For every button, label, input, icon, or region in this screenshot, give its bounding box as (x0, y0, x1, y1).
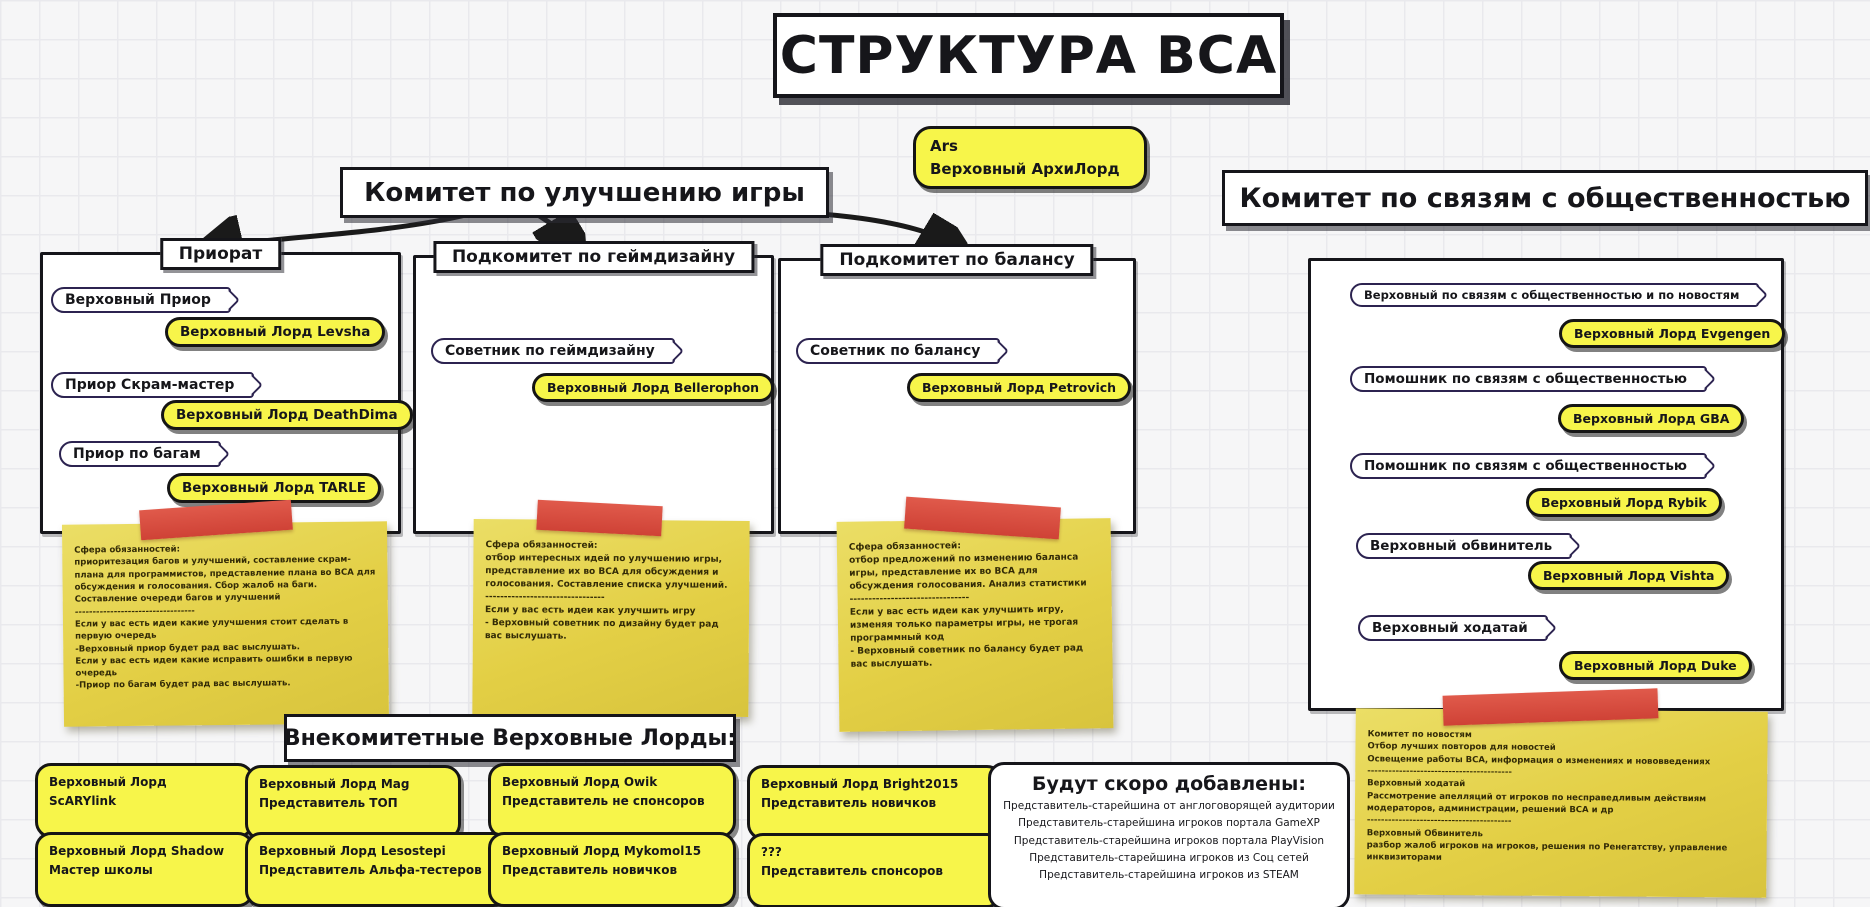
archlord-role: Верховный АрхиЛорд (930, 159, 1120, 178)
pr-committee-header: Комитет по связям с общественностью (1222, 170, 1868, 226)
lord-role: Представитель новичков (761, 796, 937, 811)
outer-lords-header: Внекомитетные Верховные Лорды: (284, 714, 736, 762)
coming-soon-box (988, 762, 1350, 907)
person-badge-levsha: Верховный Лорд Levsha (165, 317, 385, 347)
lord-name: Верховный Лорд Lesostepi (259, 844, 446, 858)
coming-soon-item: Представитель-старейшина игроков из Соц сетей (1029, 851, 1309, 864)
pr-committee-note: Комитет по новостям Отбор лучших повторов для новостей Освещение работы ВСА, информация о изменениях и нововведениях ----------------------------------------- Верховный ходатай Рассмотрение апелляций от игроков по несправедливым действиям модераторов, администрации, решений ВСА и др ----------------------------------------- Верховный Обвинитель разбор жалоб игроков на игроков, решения по Ренегатству, управление инквизиторами (1354, 708, 1768, 898)
role-tag-pr-assistant-2: Помошник по связям с общественностью (1350, 453, 1707, 479)
coming-soon-item: Представитель-старейшина игроков портала GameXP (1018, 817, 1320, 830)
person-badge-vishta: Верховный Лорд Vishta (1528, 561, 1729, 590)
person-badge-gba: Верховный Лорд GBA (1558, 404, 1744, 433)
page-title: СТРУКТУРА ВСА (773, 13, 1284, 98)
lord-name: ??? (761, 845, 782, 859)
role-tag-balance-advisor: Советник по балансу (796, 338, 1000, 364)
archlord-badge (913, 126, 1147, 189)
person-badge-petrovich: Верховный Лорд Petrovich (907, 373, 1131, 402)
lord-badge-bright2015 (747, 765, 1003, 840)
role-tag-advocate: Верховный ходатай (1358, 615, 1548, 641)
person-badge-deathdima: Верховный Лорд DeathDima (161, 400, 413, 430)
pr-committee-box (1308, 258, 1784, 711)
role-tag-gamedesign-advisor: Советник по геймдизайну (431, 338, 675, 364)
role-tag-pr-news-head: Верховный по связям с общественностью и по новостям (1350, 283, 1759, 307)
role-tag-scrum-prior: Приор Скрам-мастер (51, 372, 254, 398)
lord-role: ScARYlink (49, 794, 117, 809)
role-tag-verhovny-prior: Верховный Приор (51, 287, 231, 313)
person-badge-tarle: Верховный Лорд TARLE (167, 473, 381, 503)
lord-role: Представитель спонсоров (761, 864, 944, 879)
lord-badge-shadow (35, 832, 254, 907)
person-badge-evgengen: Верховный Лорд Evgengen (1559, 319, 1785, 348)
game-committee-header: Комитет по улучшению игры (340, 167, 829, 218)
role-tag-bug-prior: Приор по багам (59, 441, 221, 467)
gamedesign-note: Сфера обязанностей: отбор интересных идей по улучшению игры, представление их во ВСА для обсуждения и голосования. Составление списка улучшений. -------------------------------- Если у вас есть идеи как улучшить игру - Верховный советник по дизайну будет рад вас выслушать. (472, 519, 749, 717)
balance-title-tab: Подкомитет по балансу (820, 244, 1093, 276)
lord-role: Мастер школы (49, 863, 153, 878)
lord-badge-unknown (747, 833, 1003, 907)
person-badge-duke: Верховный Лорд Duke (1559, 651, 1752, 680)
priorat-title-tab: Приорат (160, 238, 281, 270)
gamedesign-title-tab: Подкомитет по геймдизайну (433, 241, 754, 273)
lord-name: Верховный Лорд Shadow (49, 844, 225, 858)
lord-badge-mag (245, 765, 461, 840)
lord-badge-lesostepi (245, 832, 509, 907)
coming-soon-title: Будут скоро добавлены: (1032, 773, 1306, 795)
lord-badge-mykomol15 (488, 832, 736, 907)
arrow-to-gamedesign (538, 215, 570, 242)
coming-soon-item: Представитель-старейшина игроков из STEAM (1039, 869, 1299, 882)
gamedesign-box (413, 247, 774, 534)
person-badge-bellerophon: Верховный Лорд Bellerophon (532, 373, 774, 402)
coming-soon-item: Представитель-старейшина от англоговорящей аудитории (1003, 800, 1335, 812)
lord-name: Верховный Лорд Mag (259, 777, 410, 791)
lord-badge-scarylink (35, 763, 254, 838)
role-tag-accuser: Верховный обвинитель (1356, 533, 1572, 559)
balance-note: Сфера обязанностей: отбор предложений по изменению баланса игры, представление их во ВСА для обсуждения голосования. Анализ статистики -------------------------------- Если у вас есть идеи как улучшить игру, изменяя только параметры игры, не трогая программный код - Верховный советник по балансу будет рад вас выслушать. (837, 518, 1114, 732)
role-tag-pr-assistant-1: Помошник по связям с общественностью (1350, 366, 1707, 392)
lord-role: Представитель не спонсоров (502, 794, 705, 809)
lord-badge-owik (488, 763, 736, 838)
lord-role: Представитель новичков (502, 863, 678, 878)
lord-name: Верховный Лорд Bright2015 (761, 777, 959, 791)
balance-box (778, 250, 1136, 534)
lord-name: Верховный Лорд Owik (502, 775, 658, 789)
coming-soon-item: Представитель-старейшина игроков портала PlayVision (1013, 834, 1325, 847)
priorat-box (40, 244, 401, 534)
lord-role: Представитель ТОП (259, 796, 398, 811)
lord-name: Верховный Лорд (49, 775, 167, 789)
lord-name: Верховный Лорд Mykomol15 (502, 844, 702, 858)
lord-role: Представитель Альфа-тестеров (259, 863, 482, 878)
priorat-note: Сфера обязанностей: приоритезация багов и улучшений, составление скрам-плана для программистов, представление плана во ВСА для обсуждения и голосования. Сбор жалоб на баги. Составление очереди багов и улучшений ---------------------------------- Если у вас есть идеи какие улучшения стоит сделать в первую очередь -Верховный приор будет рад вас выслушать. Если у вас есть идеи какие исправить ошибки в первую очередь -Приор по багам будет рад вас выслушать. (62, 521, 389, 726)
archlord-name: Ars (930, 137, 958, 155)
person-badge-rybik: Верховный Лорд Rybik (1526, 488, 1722, 517)
